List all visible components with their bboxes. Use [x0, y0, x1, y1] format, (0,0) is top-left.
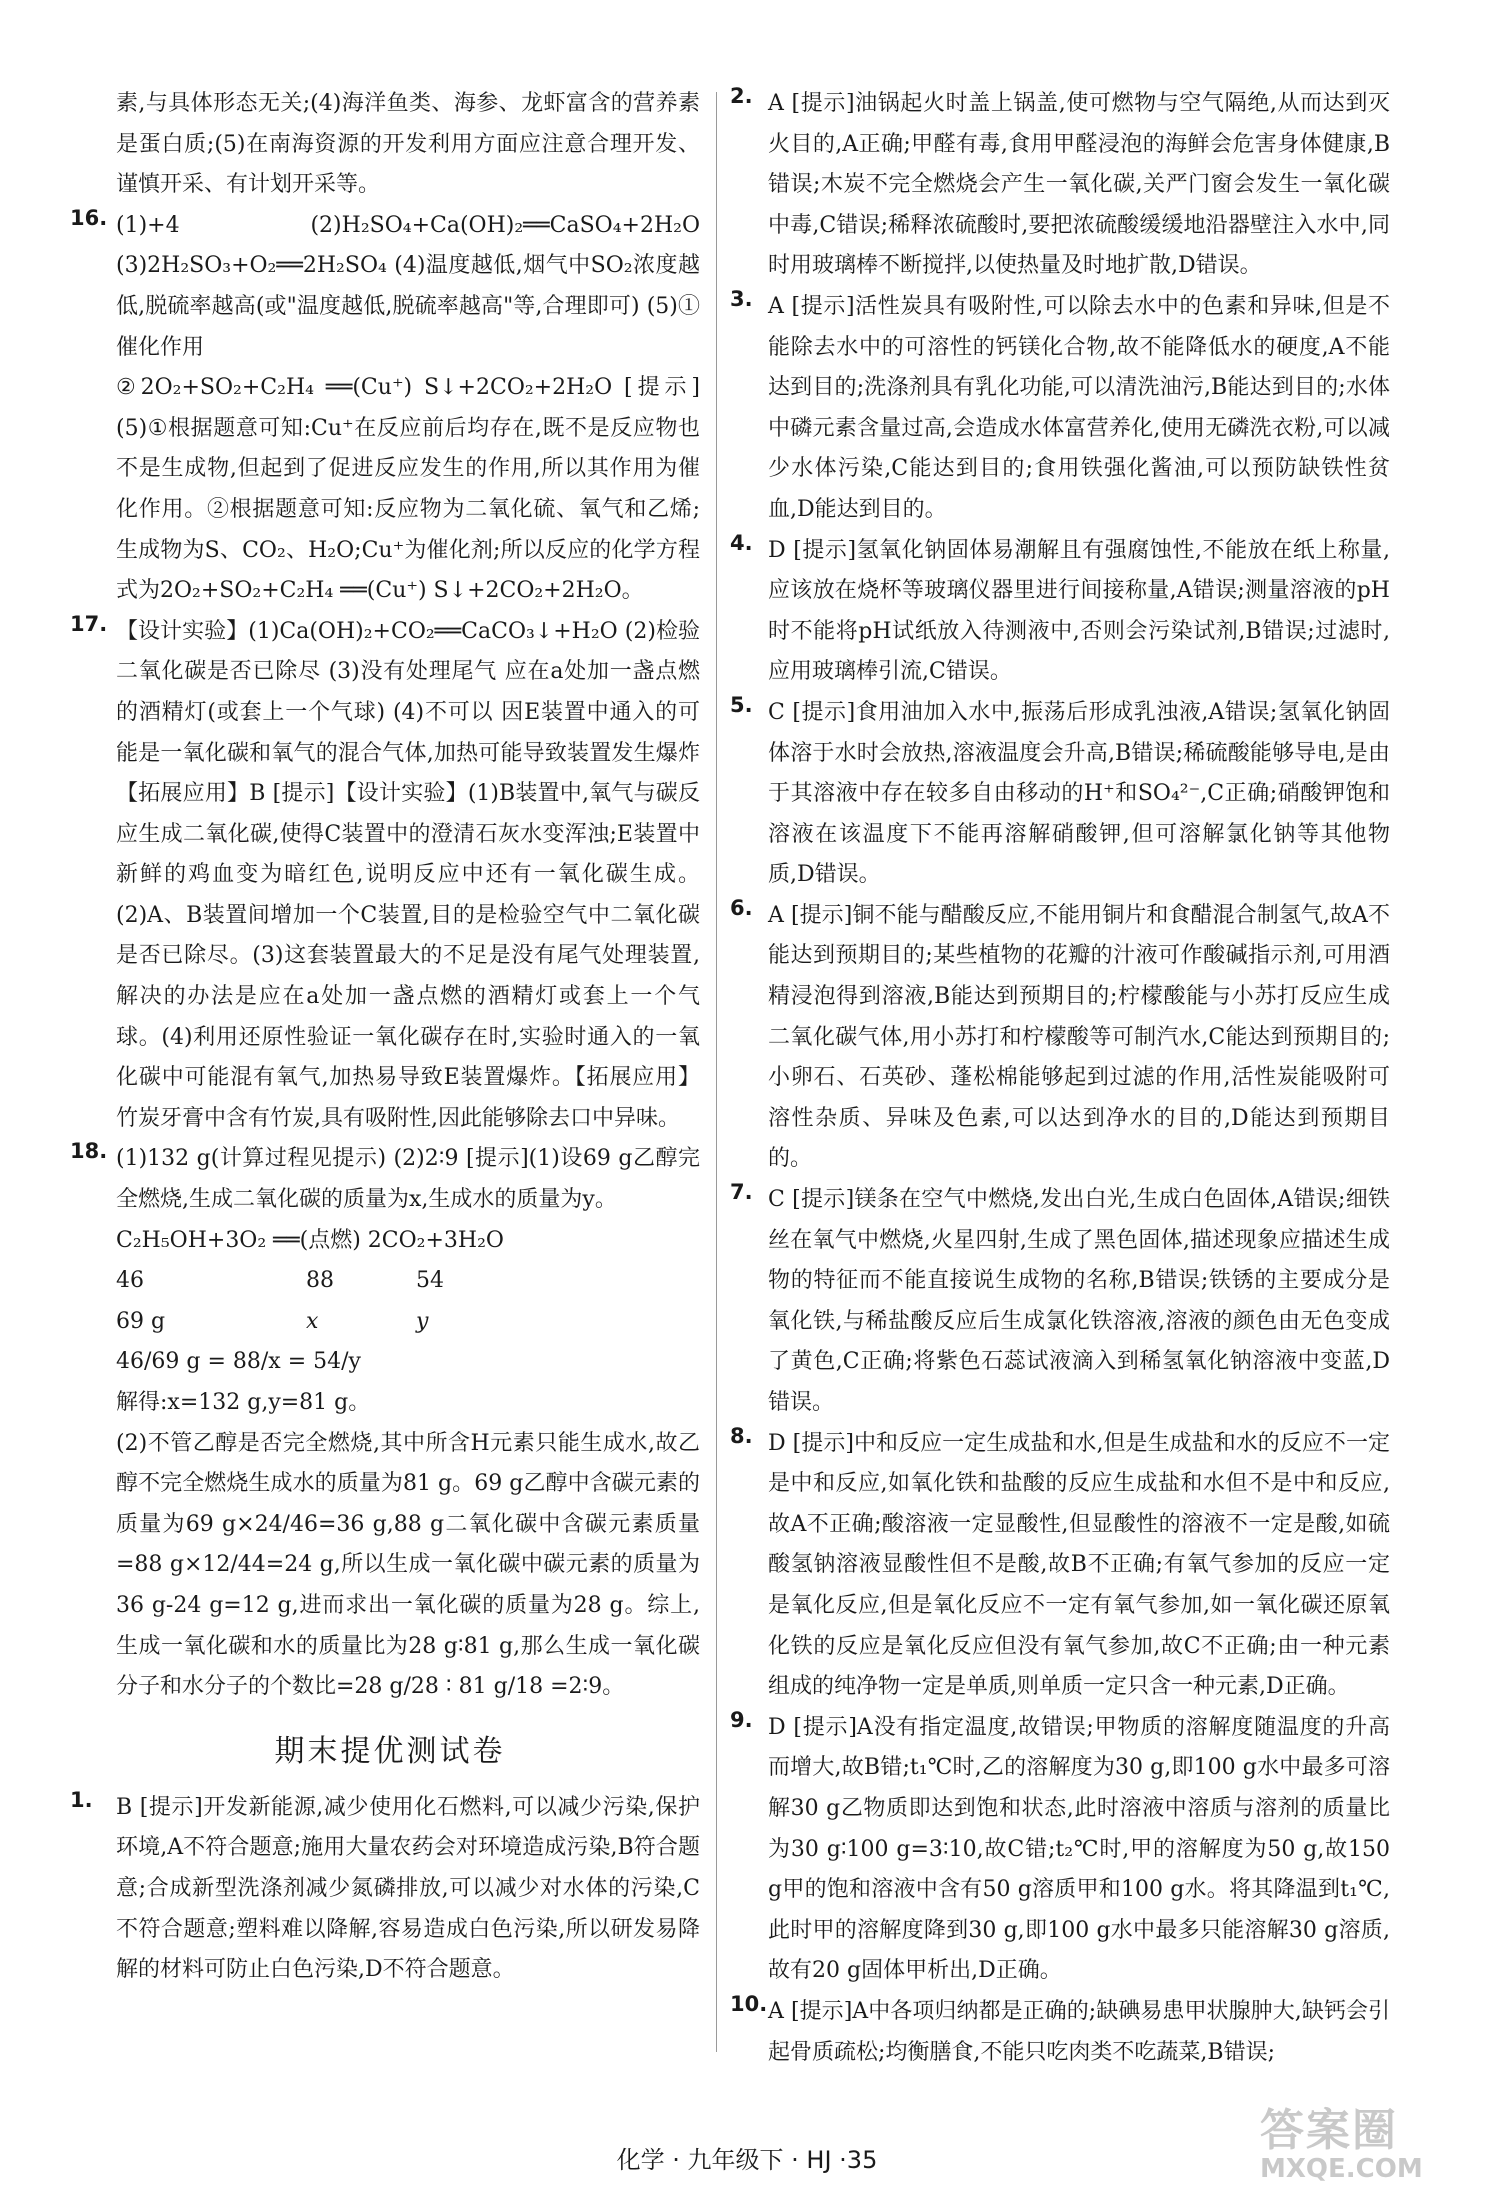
- item-number: 17.: [70, 611, 108, 636]
- item-number: 18.: [70, 1139, 108, 1164]
- answer-item-3: [730, 287, 1390, 531]
- watermark-text: 答案圈: [1260, 2105, 1398, 2156]
- item-number: 7.: [730, 1180, 753, 1205]
- answer-text: ②2O₂+SO₂+C₂H₄ ══(Cu⁺) S↓+2CO₂+2H₂O [提示](5)①根据题意可知:Cu⁺在反应前后均存在,既不是反应物也不是生成物,但起到了促进反应发生的作用,所以其作用为催化作用。②根据题意可知:反应物为二氧化硫、氧气和乙烯;生成物为S、CO₂、H₂O;Cu⁺为催化剂;所以反应的化学方程式为2O₂+SO₂+C₂H₄ ══(Cu⁺) S↓+2CO₂+2H₂O。: [116, 375, 700, 604]
- answer-text: D [提示]中和反应一定生成盐和水,但是生成盐和水的反应不一定是中和反应,如氧化铁和盐酸的反应生成盐和水但不是中和反应,故A不正确;酸溶液一定显酸性,但显酸性的溶液不一定是酸,如硫酸氢钠溶液显酸性但不是酸,故B不正确;有氧气参加的反应一定是氧化反应,但是氧化反应不一定有氧气参加,如一氧化碳还原氧化铁的反应是氧化反应但没有氧气参加,故C不正确;由一种元素组成的纯净物一定是单质,则单质一定只含一种元素,D正确。: [768, 1430, 1390, 1700]
- column-divider: [716, 92, 717, 2052]
- answer-item-7: [730, 1180, 1390, 1424]
- ratio-equation: 46/69 g = 88/x = 54/y: [116, 1349, 361, 1375]
- page-footer: 化学 · 九年级下 · HJ ·35: [616, 2146, 878, 2174]
- item-number: 3.: [730, 286, 753, 311]
- answer-item-4: [730, 531, 1390, 693]
- item-number: 9.: [730, 1707, 753, 1732]
- item-number: 8.: [730, 1423, 753, 1448]
- mass-row: [116, 1261, 700, 1302]
- item-number: 5.: [730, 692, 753, 717]
- mass-cell: 69 g: [116, 1308, 166, 1334]
- answer-item-18: [70, 1139, 700, 1707]
- answer-text: B [提示]开发新能源,减少使用化石燃料,可以减少污染,保护环境,A不符合题意;施用大量农药会对环境造成污染,B符合题意;合成新型洗涤剂减少氮磷排放,可以减少对水体的污染,C不符合题意;塑料难以降解,容易造成白色污染,所以研发易降解的材料可防止白色污染,D不符合题意。: [116, 1794, 700, 1983]
- watermark-url: MXQE.COM: [1260, 2154, 1423, 2184]
- answer-text: (1)132 g(计算过程见提示) (2)2∶9 [提示](1)设69 g乙醇完全燃烧,生成二氧化碳的质量为x,生成水的质量为y。: [116, 1146, 700, 1213]
- answer-text: A [提示]油锅起火时盖上锅盖,使可燃物与空气隔绝,从而达到灭火目的,A正确;甲醛有毒,食用甲醛浸泡的海鲜会危害身体健康,B错误;木炭不完全燃烧会产生一氧化碳,关严门窗会发生一氧化碳中毒,C错误;稀释浓硫酸时,要把浓硫酸缓缓地沿器壁注入水中,同时用玻璃棒不断搅拌,以使热量及时地扩散,D错误。: [768, 91, 1390, 279]
- answer-item-5: [730, 693, 1390, 896]
- answer-item-2: [730, 84, 1390, 287]
- answer-item-6: [730, 896, 1390, 1180]
- answer-item-16: [70, 205, 700, 612]
- mass-cell: x: [306, 1308, 319, 1334]
- answer-text: C [提示]镁条在空气中燃烧,发出白光,生成白色固体,A错误;细铁丝在氧气中燃烧,火星四射,生成了黑色固体,描述现象应描述生成物的特征而不能直接说生成物的名称,B错误;铁锈的主要成分是氧化铁,与稀盐酸反应后生成氯化铁溶液,溶液的颜色由无色变成了黄色,C正确;将紫色石蕊试液滴入到稀氢氧化钠溶液中变蓝,D错误。: [768, 1187, 1390, 1415]
- left-column: [70, 84, 700, 1991]
- answer-item-9: [730, 1708, 1390, 1992]
- answer-text: D [提示]氢氧化钠固体易潮解且有强腐蚀性,不能放在纸上称量,应该放在烧杯等玻璃仪器里进行间接称量,A错误;测量溶液的pH时不能将pH试纸放入待测液中,否则会污染试剂,B错误;过滤时,应用玻璃棒引流,C错误。: [768, 537, 1390, 685]
- answer-text: C [提示]食用油加入水中,振荡后形成乳浊液,A错误;氢氧化钠固体溶于水时会放热,溶液温度会升高,B错误;稀硫酸能够导电,是由于其溶液中存在较多自由移动的H⁺和SO₄²⁻,C正确;硝酸钾饱和溶液在该温度下不能再溶解硝酸钾,但可溶解氯化钠等其他物质,D错误。: [768, 699, 1390, 888]
- answer-text: (1)+4 (2)H₂SO₄+Ca(OH)₂══CaSO₄+2H₂O (3)2H₂SO₃+O₂══2H₂SO₄ (4)温度越低,烟气中SO₂浓度越低,脱硫率越高(或"温度越低,脱硫率越高"等,合理即可) (5)①催化作用: [116, 212, 700, 360]
- answer-item-8: [730, 1424, 1390, 1708]
- answer-text: A [提示]活性炭具有吸附性,可以除去水中的色素和异味,但是不能除去水中的可溶性的钙镁化合物,故不能降低水的硬度,A不能达到目的;洗涤剂具有乳化功能,可以清洗油污,B能达到目的;水体中磷元素含量过高,会造成水体富营养化,使用无磷洗衣粉,可以减少水体污染,C能达到目的;食用铁强化酱油,可以预防缺铁性贫血,D能达到目的。: [768, 293, 1390, 522]
- answer-text: D [提示]A没有指定温度,故错误;甲物质的溶解度随温度的升高而增大,故B错;t₁℃时,乙的溶解度为30 g,即100 g水中最多可溶解30 g乙物质即达到饱和状态,此时溶液中溶质与溶剂的质量比为30 g∶100 g=3∶10,故C错;t₂℃时,甲的溶解度为50 g,故150 g甲的饱和溶液中含有50 g溶质甲和100 g水。将其降温到t₁℃,此时甲的溶解度降到30 g,即100 g水中最多只能溶解30 g溶质,故有20 g固体甲析出,D正确。: [768, 1714, 1390, 1984]
- item-number: 4.: [730, 530, 753, 555]
- mass-row: [116, 1302, 700, 1343]
- mass-cell: 88: [306, 1268, 334, 1294]
- mass-cell: 54: [416, 1268, 444, 1294]
- section-title: 期末提优测试卷: [274, 1733, 506, 1769]
- item-number: 6.: [730, 895, 753, 920]
- q15-tail: 素,与具体形态无关;(4)海洋鱼类、海参、龙虾富含的营养素是蛋白质;(5)在南海资源的开发利用方面应注意合理开发、谨慎开采、有计划开采等。: [116, 91, 700, 198]
- watermark-logo: [1260, 2094, 1470, 2194]
- item-number: 1.: [70, 1787, 93, 1812]
- answer-text: (2)不管乙醇是否完全燃烧,其中所含H元素只能生成水,故乙醇不完全燃烧生成水的质量为81 g。69 g乙醇中含碳元素的质量为69 g×24/46=36 g,88 g二氧化碳中含碳元素质量=88 g×12/44=24 g,所以生成一氧化碳中碳元素的质量为36 g-24 g=12 g,进而求出一氧化碳的质量为28 g。综上,生成一氧化碳和水的质量比为28 g∶81 g,那么生成一氧化碳分子和水分子的个数比=28 g/28 ∶ 81 g/18 =2∶9。: [116, 1430, 700, 1700]
- chemical-equation: C₂H₅OH+3O₂ ══(点燃) 2CO₂+3H₂O: [116, 1227, 504, 1253]
- answer-item-17: [70, 611, 700, 1140]
- solution-line: 解得:x=132 g,y=81 g。: [116, 1390, 371, 1415]
- answer-text: A [提示]铜不能与醋酸反应,不能用铜片和食醋混合制氢气,故A不能达到预期目的;某些植物的花瓣的汁液可作酸碱指示剂,可用酒精浸泡得到溶液,B能达到预期目的;柠檬酸能与小苏打反应生成二氧化碳气体,用小苏打和柠檬酸等可制汽水,C能达到预期目的;小卵石、石英砂、蓬松棉能够起到过滤的作用,活性炭能吸附可溶性杂质、异味及色素,可以达到净水的目的,D能达到预期目的。: [768, 902, 1390, 1172]
- answer-item-10: [730, 1992, 1390, 2073]
- answer-item-1: [70, 1787, 700, 1991]
- item-number: 2.: [730, 84, 753, 108]
- item-number: 16.: [70, 205, 108, 230]
- item-number: 10.: [730, 1991, 768, 2016]
- answer-text: A [提示]A中各项归纳都是正确的;缺碘易患甲状腺肿大,缺钙会引起骨质疏松;均衡膳食,不能只吃肉类不吃蔬菜,B错误;: [768, 1998, 1390, 2065]
- mass-cell: 46: [116, 1268, 144, 1294]
- right-column: [730, 84, 1390, 2073]
- answer-text: 【设计实验】(1)Ca(OH)₂+CO₂══CaCO₃↓+H₂O (2)检验二氧化碳是否已除尽 (3)没有处理尾气 应在a处加一盏点燃的酒精灯(或套上一个气球) (4)不可以 因E装置中通入的可能是一氧化碳和氧气的混合气体,加热可能导致装置发生爆炸 【拓展应用】B [提示]【设计实验】(1)B装置中,氧气与碳反应生成二氧化碳,使得C装置中的澄清石灰水变浑浊;E装置中新鲜的鸡血变为暗红色,说明反应中还有一氧化碳生成。(2)A、B装置间增加一个C装置,目的是检验空气中二氧化碳是否已除尽。(3)这套装置最大的不足是没有尾气处理装置,解决的办法是应在a处加一盏点燃的酒精灯或套上一个气球。(4)利用还原性验证一氧化碳存在时,实验时通入的一氧化碳中可能混有氧气,加热易导致E装置爆炸。【拓展应用】竹炭牙膏中含有竹炭,具有吸附性,因此能够除去口中异味。: [116, 618, 700, 1131]
- mass-cell: y: [416, 1308, 429, 1334]
